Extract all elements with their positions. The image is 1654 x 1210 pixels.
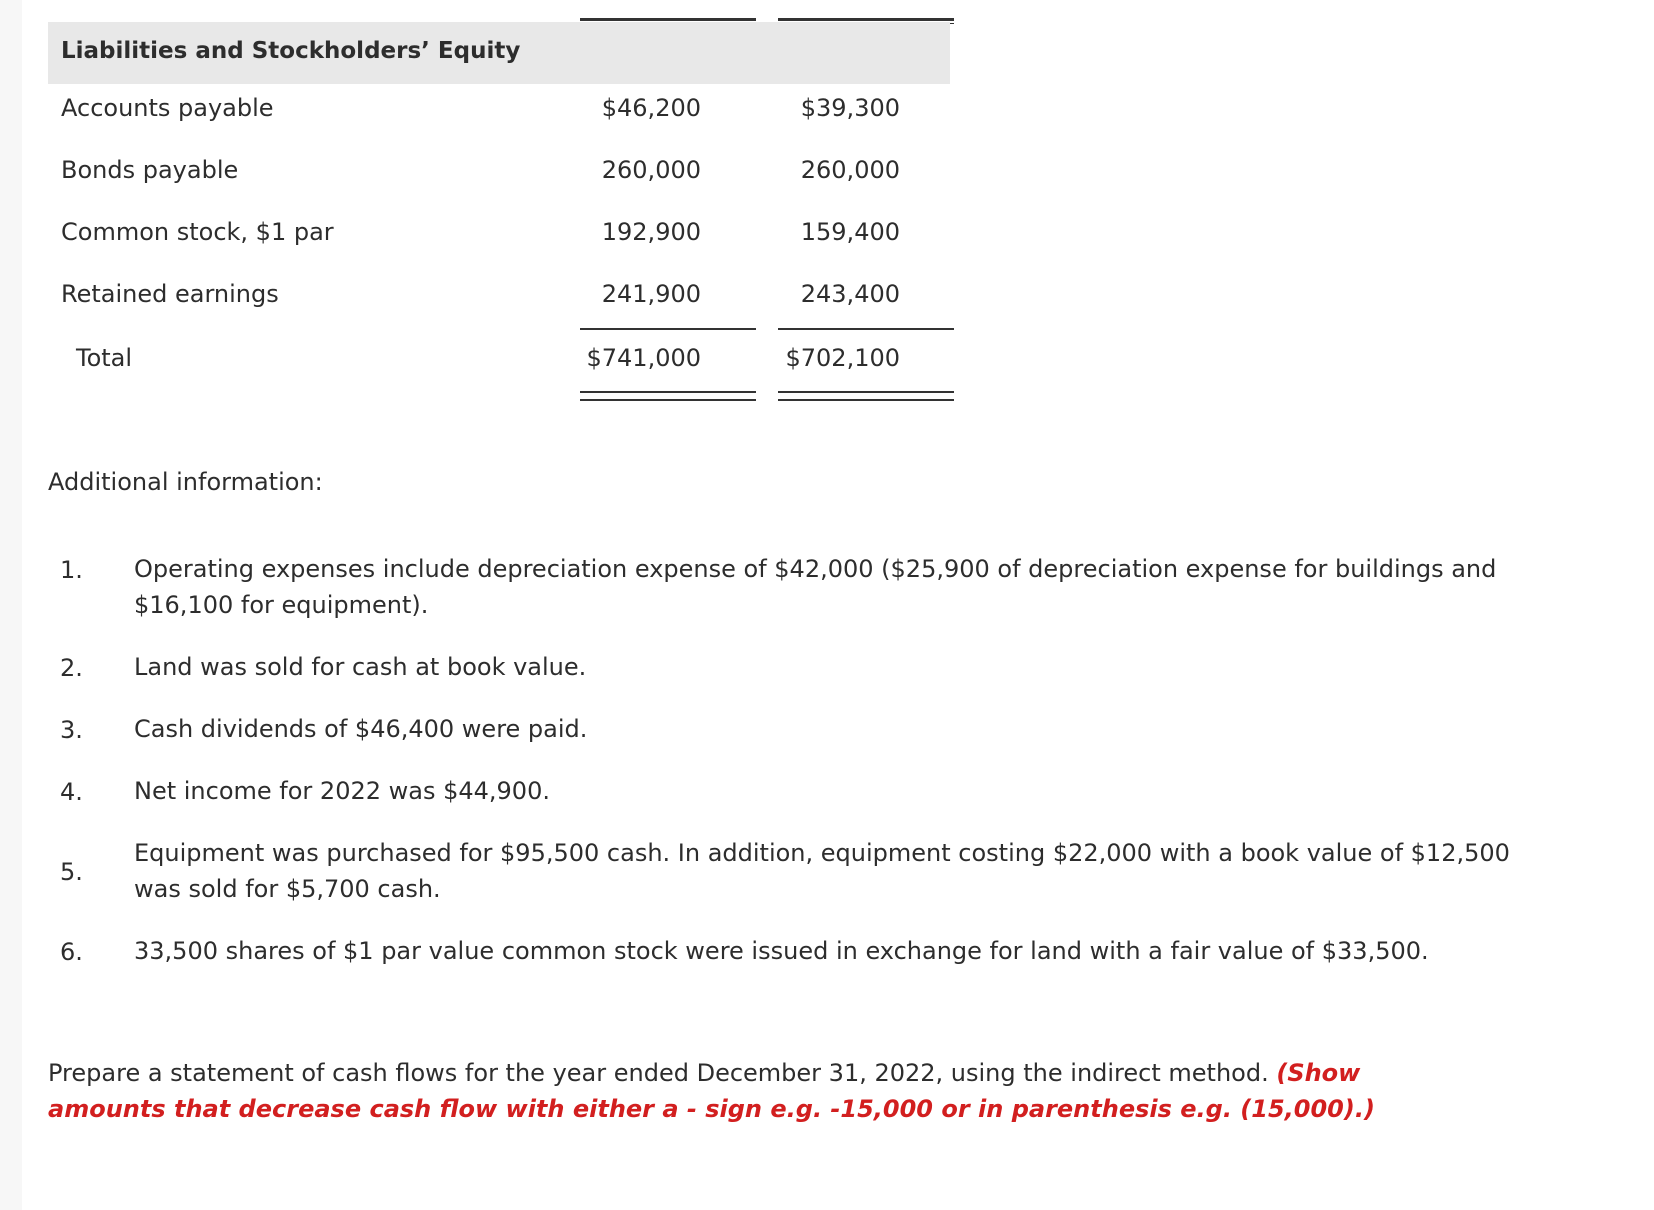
item-text: Cash dividends of $46,400 were paid. bbox=[134, 715, 588, 743]
table-row-accounts-payable bbox=[48, 80, 950, 142]
table-row-retained-earnings bbox=[48, 266, 950, 328]
instructions-note: (Show amounts that decrease cash flow with either a - sign e.g. -15,000 or in parenthesis e.g. (15,000).) bbox=[48, 1059, 1375, 1123]
column-2-double-rule bbox=[778, 391, 954, 401]
problem-page bbox=[22, 0, 1654, 1210]
item-number: 6. bbox=[60, 938, 83, 966]
row-label: Bonds payable bbox=[61, 156, 239, 184]
total-value-col1: $741,000 bbox=[586, 344, 701, 372]
item-number: 5. bbox=[60, 858, 83, 886]
item-text: 33,500 shares of $1 par value common stock were issued in exchange for land with a fair value of $33,500. bbox=[134, 937, 1429, 965]
row-label: Accounts payable bbox=[61, 94, 274, 122]
row-value-col2: $39,300 bbox=[800, 94, 900, 122]
row-value-col1: $46,200 bbox=[601, 94, 701, 122]
total-value-col2: $702,100 bbox=[785, 344, 900, 372]
row-label: Common stock, $1 par bbox=[61, 218, 334, 246]
table-row-common-stock bbox=[48, 204, 950, 266]
item-number: 1. bbox=[60, 556, 83, 584]
instructions-paragraph bbox=[48, 1055, 1478, 1127]
section-header bbox=[48, 22, 950, 84]
row-value-col1: 260,000 bbox=[601, 156, 701, 184]
item-text: Equipment was purchased for $95,500 cash. In addition, equipment costing $22,000 with a book value of $12,500 was sold for $5,700 cash. bbox=[134, 839, 1510, 903]
table-row-bonds-payable bbox=[48, 142, 950, 204]
section-title: Liabilities and Stockholders’ Equity bbox=[61, 38, 521, 64]
item-text: Land was sold for cash at book value. bbox=[134, 653, 587, 681]
row-value-col2: 159,400 bbox=[800, 218, 900, 246]
instructions-text: Prepare a statement of cash flows for the year ended December 31, 2022, using the indirect method. bbox=[48, 1059, 1277, 1087]
row-value-col1: 192,900 bbox=[601, 218, 701, 246]
row-value-col1: 241,900 bbox=[601, 280, 701, 308]
row-label: Retained earnings bbox=[61, 280, 279, 308]
column-1-double-rule bbox=[580, 391, 756, 401]
item-number: 4. bbox=[60, 778, 83, 806]
table-row-total bbox=[48, 330, 950, 392]
additional-info-heading: Additional information: bbox=[48, 468, 323, 496]
item-text: Operating expenses include depreciation expense of $42,000 ($25,900 of depreciation expense for buildings and $16,100 for equipment). bbox=[134, 555, 1497, 619]
row-value-col2: 260,000 bbox=[800, 156, 900, 184]
item-number: 2. bbox=[60, 654, 83, 682]
item-text: Net income for 2022 was $44,900. bbox=[134, 777, 550, 805]
total-label: Total bbox=[76, 344, 133, 372]
row-value-col2: 243,400 bbox=[800, 280, 900, 308]
item-number: 3. bbox=[60, 716, 83, 744]
